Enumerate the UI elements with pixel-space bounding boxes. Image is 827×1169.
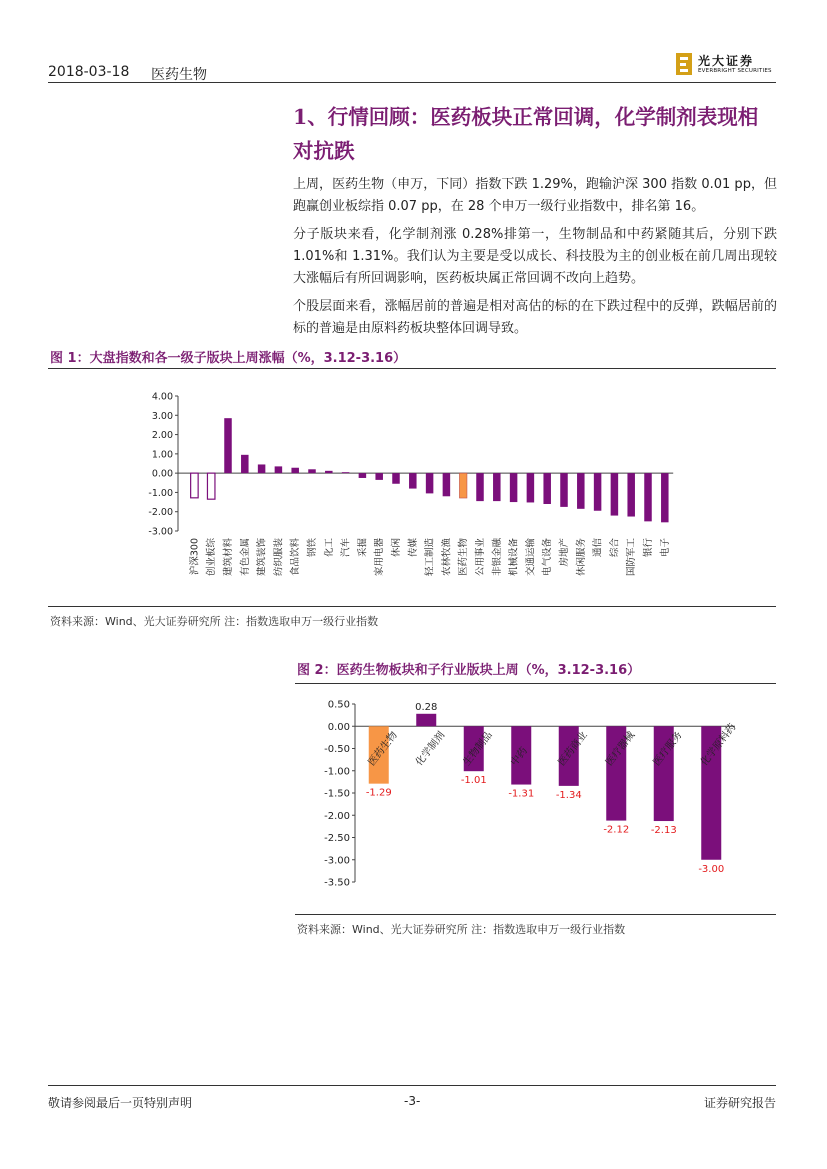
x-tick-label: 农林牧渔 (441, 538, 453, 577)
x-tick-label: 房地产 (559, 538, 570, 567)
x-tick-label: 通信 (592, 538, 604, 558)
page-header (48, 48, 776, 83)
figure1-title: 图 1：大盘指数和各一级子版块上周涨幅（%，3.12-3.16） (50, 351, 407, 366)
x-tick-label: 综合 (609, 538, 621, 558)
x-tick-label: 创业板综 (206, 538, 218, 577)
bar (342, 472, 350, 473)
y-tick-label: -0.50 (324, 744, 350, 755)
bar (644, 473, 652, 521)
x-tick-label: 国防军工 (626, 538, 638, 577)
x-tick-label: 中药 (508, 745, 530, 769)
paragraph-sub-sector: 分子版块来看，化学制剂涨 0.28%排第一，生物制品和中药紧随其后，分别下跌 1.01%和 1.31%。我们认为主要是受以成长、科技股为主的创业板在前几周出现较大涨幅后有所回调影响，医药板块属正常回调不改向上趋势。 (293, 227, 777, 286)
x-tick-label: 钢铁 (307, 538, 318, 558)
x-tick-label: 化学原料药 (698, 721, 739, 769)
figure2-bottom-rule (295, 914, 776, 915)
bar (594, 473, 602, 511)
x-tick-label: 纺织服装 (273, 538, 285, 577)
logo-text-cn: 光大证券 (698, 54, 755, 68)
x-tick-label: 医疗服务 (651, 729, 685, 769)
y-tick-label: 2.00 (151, 430, 173, 442)
y-tick-label: 4.00 (151, 391, 173, 403)
figure2-title: 图 2：医药生物板块和子行业版块上周（%，3.12-3.16） (297, 663, 641, 678)
footer-report-type: 证券研究报告 (703, 1096, 776, 1110)
data-label: -1.31 (508, 788, 535, 800)
x-tick-label: 医药商业 (556, 729, 590, 769)
data-label: -1.34 (555, 789, 582, 801)
bar (510, 473, 517, 502)
x-tick-label: 化学制剂 (413, 729, 448, 769)
bar (627, 473, 635, 516)
y-tick-label: -1.50 (324, 788, 350, 800)
y-tick-label: -2.00 (148, 507, 173, 519)
bar (308, 469, 316, 473)
bar (476, 473, 484, 501)
x-tick-label: 化工 (323, 538, 335, 558)
x-tick-label: 交通运输 (525, 538, 537, 577)
report-sector: 医药生物 (151, 67, 207, 83)
y-tick-label: -1.00 (324, 766, 350, 778)
page-footer (48, 1085, 776, 1110)
x-tick-label: 食品饮料 (290, 538, 302, 577)
section-title: 1、行情回顾：医药板块正常回调，化学制剂表现相对抗跌 (293, 105, 759, 163)
bar (207, 473, 215, 499)
paragraph-stock-level: 个股层面来看，涨幅居前的普遍是相对高估的标的在下跌过程中的反弹，跌幅居前的标的普遍是由原料药板块整体回调导致。 (293, 299, 777, 336)
bar (661, 473, 669, 522)
data-label: -2.12 (603, 824, 630, 836)
bar (577, 473, 585, 509)
data-label: 0.28 (415, 701, 438, 713)
x-tick-label: 轻工制造 (424, 538, 436, 577)
bar (416, 714, 436, 726)
y-tick-label: 3.00 (151, 410, 173, 422)
x-tick-label: 采掘 (357, 538, 369, 558)
x-tick-label: 汽车 (340, 538, 352, 558)
company-logo (676, 51, 776, 79)
y-tick-label: 0.00 (151, 468, 173, 480)
x-tick-label: 银行 (643, 538, 654, 558)
bar (459, 473, 467, 498)
x-tick-label: 医疗器械 (603, 729, 638, 769)
y-tick-label: -2.00 (324, 810, 350, 822)
y-tick-label: -3.00 (324, 855, 350, 867)
x-tick-label: 传媒 (407, 538, 419, 558)
bar (443, 473, 451, 496)
x-tick-label: 家用电器 (374, 538, 386, 577)
figure2-source: 资料来源：Wind、光大证券研究所 注：指数选取申万一级行业指数 (297, 923, 626, 936)
x-tick-label: 休闲服务 (575, 538, 587, 577)
page-number: -3- (404, 1094, 421, 1108)
bar (611, 473, 619, 515)
y-tick-label: -2.50 (324, 833, 350, 844)
figure1-chart (48, 372, 776, 604)
bar (224, 418, 232, 473)
footer-disclaimer: 敬请参阅最后一页特别声明 (48, 1096, 193, 1110)
x-tick-label: 有色金属 (239, 538, 251, 577)
data-label: -2.13 (650, 825, 677, 837)
bar (426, 473, 434, 493)
bar (543, 473, 551, 504)
bar (560, 473, 568, 507)
figure1-bottom-rule (48, 606, 776, 607)
data-label: -1.29 (365, 787, 392, 799)
x-tick-label: 机械设备 (508, 538, 520, 577)
bar (241, 455, 249, 473)
paragraph-market-review: 上周，医药生物（申万，下同）指数下跌 1.29%，跑输沪深 300 指数 0.01 pp，但跑赢创业板综指 0.07 pp，在 28 个申万一级行业指数中，排名第 16。 (293, 177, 777, 214)
x-tick-label: 建筑材料 (223, 538, 234, 577)
data-label: -3.00 (698, 863, 725, 875)
logo-mark-icon (676, 53, 692, 75)
x-tick-label: 生物制品 (461, 729, 495, 769)
x-tick-label: 医药生物 (458, 538, 470, 577)
bar (291, 468, 299, 473)
x-tick-label: 医药生物 (366, 729, 400, 769)
figure2-top-rule (295, 683, 776, 684)
x-tick-label: 电气设备 (542, 538, 554, 577)
y-tick-label: -3.50 (324, 877, 350, 889)
data-label: -1.01 (460, 775, 487, 787)
figure2-chart (295, 687, 776, 912)
x-tick-label: 电子 (659, 538, 671, 558)
y-tick-label: -1.00 (148, 487, 173, 499)
y-tick-label: 0.00 (327, 721, 350, 733)
figure1-top-rule (48, 368, 776, 369)
figure1-source: 资料来源：Wind、光大证券研究所 注：指数选取申万一级行业指数 (50, 615, 379, 628)
bar (359, 473, 367, 478)
bar (191, 473, 199, 498)
bar (275, 466, 283, 473)
x-tick-label: 建筑装饰 (256, 538, 268, 577)
bar (493, 473, 501, 501)
bar (392, 473, 400, 484)
report-date: 2018-03-18 (48, 64, 130, 80)
y-tick-label: 0.50 (327, 699, 350, 711)
logo-text-en: EVERBRIGHT SECURITIES (698, 68, 772, 74)
x-tick-label: 沪深300 (189, 538, 201, 576)
x-tick-label: 非银金融 (491, 538, 503, 577)
x-tick-label: 公用事业 (475, 538, 486, 577)
bar (258, 464, 266, 473)
bar (409, 473, 417, 488)
bar (375, 473, 383, 480)
y-tick-label: 1.00 (151, 449, 173, 461)
x-tick-label: 休闲 (391, 538, 402, 558)
bar (527, 473, 535, 502)
bar (325, 471, 333, 473)
y-tick-label: -3.00 (148, 526, 173, 538)
